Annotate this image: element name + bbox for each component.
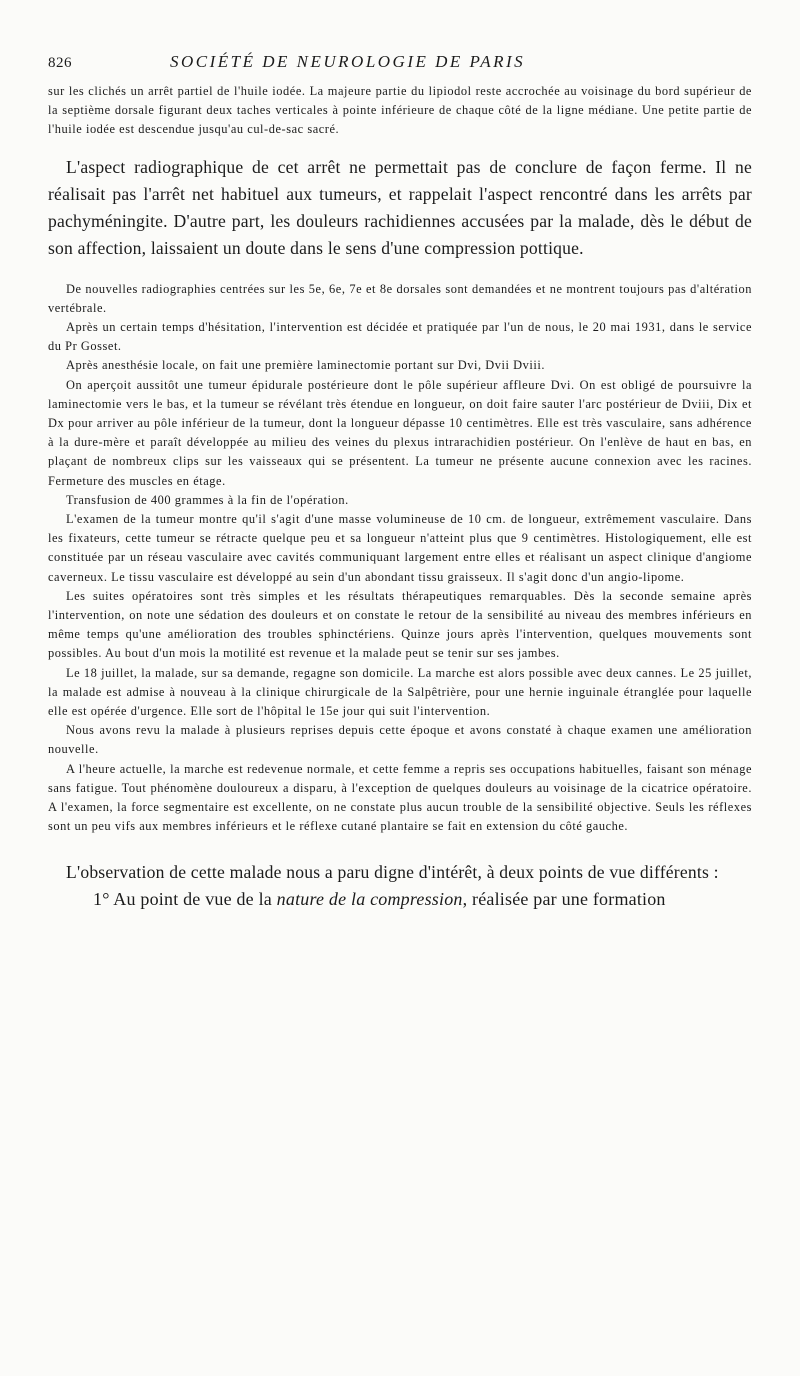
first-point-suffix: , réalisée par une formation [462, 888, 666, 909]
journal-title: SOCIÉTÉ DE NEUROLOGIE DE PARIS [170, 52, 526, 71]
paragraph-new-radiographs: De nouvelles radiographies centrées sur les 5e, 6e, 7e et 8e dorsales sont demandées et ne montrent toujours pas d'altération vertébrale. [48, 281, 752, 315]
paragraph-interest: L'observation de cette malade nous a paru digne d'intérêt, à deux points de vue différents : [66, 861, 719, 882]
paragraph-discharge: Le 18 juillet, la malade, sur sa demande, regagne son domicile. La marche est alors possible avec deux cannes. Le 25 juillet, la malade est admise à nouveau à la clinique chirurgicale de la Salpêtrière, pour une hernie inguinale étranglée pour laquelle elle est opérée d'urgence. Elle sort de l'hôpital le 15e jour qui suit l'intervention. [48, 665, 752, 719]
paragraph-intervention-decided: Après un certain temps d'hésitation, l'intervention est décidée et pratiquée par l'un de nous, le 20 mai 1931, dans le service du Pr Gosset. [48, 320, 752, 354]
running-header [48, 52, 752, 82]
paragraph-tumor-found: On aperçoit aussitôt une tumeur épidurale postérieure dont le pôle supérieur affleure Dvi. On est obligé de poursuivre la laminectomie vers le bas, et la tumeur se révélant très étendue en longueur, on doit faire sauter l'arc postérieur de Dviii, Dix et Dx pour arriver au pôle inférieur de la tumeur, dont la longueur dépasse 10 centimètres. Elle est très vasculaire, sans adhérence à la dure-mère et paraît développée au milieu des veines du plexus intrarachidien postérieur. On l'enlève de haut en bas, en plaçant de nombreux clips sur les vaisseaux qui se présentent. La tumeur ne présente aucune connexion avec les racines. Fermeture des muscles en étage. [48, 377, 752, 488]
first-point-prefix: 1° Au point de vue de la [93, 888, 277, 909]
paragraph-continuation: sur les clichés un arrêt partiel de l'huile iodée. La majeure partie du lipiodol reste accrochée au voisinage du bord supérieur de la septième dorsale figurant deux taches verticales à pointe inférieure de chaque côté de la ligne médiane. Une petite partie de l'huile iodée est descendue jusqu'au cul-de-sac sacré. [48, 84, 752, 137]
paragraph-follow-up: Nous avons revu la malade à plusieurs reprises depuis cette époque et avons constaté à chaque examen une amélioration nouvelle. [48, 723, 752, 757]
paragraph-postoperative: Les suites opératoires sont très simples et les résultats thérapeutiques remarquables. Dès la seconde semaine après l'intervention, on note une sédation des douleurs et on constate le retour de la sensibilité au niveau des membres inférieurs en même temps qu'une amélioration des troubles sphinctériens. Quinze jours après l'intervention, quelques mouvements sont possibles. Au bout d'un mois la motilité est revenue et la malade peut se tenir sur ses jambes. [48, 588, 752, 661]
first-point-italic: nature de la compression [276, 888, 463, 909]
page-number: 826 [48, 55, 72, 71]
paragraph-current-state: A l'heure actuelle, la marche est redevenue normale, et cette femme a repris ses occupations habituelles, faisant son ménage sans fatigue. Tout phénomène douloureux a disparu, à l'exception de quelques douleurs au voisinage de la cicatrice opératoire. A l'examen, la force segmentaire est excellente, on ne constate plus aucun trouble de la sensibilité objective. Seuls les réflexes sont un peu vifs aux membres inférieurs et le réflexe cutané plantaire se fait en extension du côté gauche. [48, 761, 752, 834]
paragraph-radiographic-aspect: L'aspect radiographique de cet arrêt ne permettait pas de conclure de façon ferme. Il ne réalisait pas l'arrêt net habituel aux tumeurs, et rappelait l'aspect rencontré dans les arrêts par pachyméningite. D'autre part, les douleurs rachidiennes accusées par la malade, dès le début de son affection, laissaient un doute dans le sens d'une compression pottique. [48, 156, 752, 258]
paragraph-tumor-examination: L'examen de la tumeur montre qu'il s'agit d'une masse volumineuse de 10 cm. de longueur, extrêmement vasculaire. Dans les fixateurs, cette tumeur se rétracte quelque peu et sa longueur n'atteint plus que 9 centimètres. Histologiquement, elle est constituée par un réseau vasculaire avec cavités communiquant largement entre elles et réalisant un aspect clinique d'angiome caverneux. Le tissu vasculaire est développé au sein d'un abondant tissu graisseux. Il s'agit donc d'un angio-lipome. [48, 512, 752, 584]
paragraph-laminectomy: Après anesthésie locale, on fait une première laminectomie portant sur Dvi, Dvii Dviii. [66, 358, 545, 373]
paragraph-transfusion: Transfusion de 400 grammes à la fin de l'opération. [66, 492, 349, 507]
paragraph-first-point [48, 886, 752, 913]
